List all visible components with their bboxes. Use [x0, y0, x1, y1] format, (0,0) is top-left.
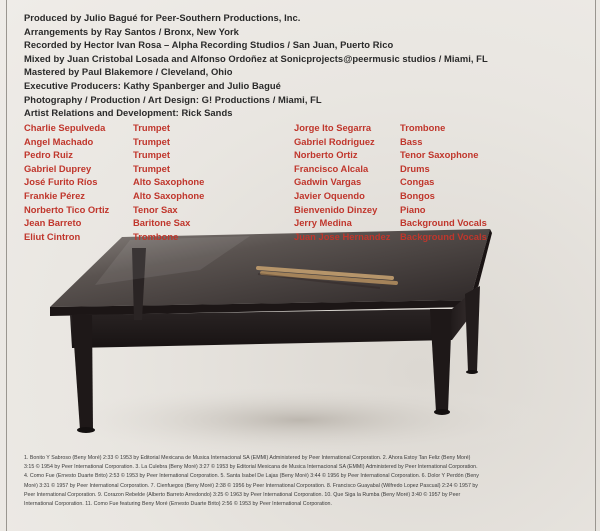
musician-row [294, 148, 487, 162]
musician-row [24, 189, 204, 203]
musician-instrument: Trombone [400, 122, 446, 133]
musician-name: Francisco Alcala [294, 162, 369, 174]
musician-row [294, 175, 487, 189]
musician-name: Jean Barreto [24, 217, 82, 229]
musician-instrument: Congas [400, 176, 435, 188]
musician-name: Javier Oquendo [294, 189, 365, 201]
musician-row [24, 162, 204, 176]
musician-instrument: Alto Saxophone [133, 176, 205, 188]
musician-row [294, 189, 487, 203]
musician-instrument: Trumpet [133, 122, 170, 133]
musician-name: Bienvenido Dinzey [294, 203, 378, 215]
musician-name: Norberto Ortiz [294, 149, 358, 161]
musician-instrument: Tenor Saxophone [400, 149, 479, 161]
musician-row [294, 162, 487, 176]
musician-instrument: Trumpet [133, 149, 170, 161]
musician-instrument: Bass [400, 135, 423, 147]
musician-name: Norberto Tico Ortiz [24, 203, 110, 215]
musician-row [294, 216, 487, 230]
credit-mixed: Mixed by Juan Cristobal Losada and Alfonso Ordoñez at Sonicprojects@peermusic studios / Miami, FL [24, 52, 488, 64]
musicians-right-column [294, 121, 487, 243]
scan-edge-left [6, 0, 7, 531]
musician-instrument: Trombone [133, 230, 179, 242]
credit-executive-producers: Executive Producers: Kathy Spanberger and Julio Bagué [24, 79, 281, 91]
musician-instrument: Drums [400, 162, 430, 174]
musician-instrument: Baritone Sax [133, 217, 191, 229]
musician-name: Gadwin Vargas [294, 176, 362, 188]
musician-name: Juan Jose Hernandez [294, 230, 391, 242]
musician-name: Frankie Pérez [24, 189, 85, 201]
track-line: 1. Bonito Y Sabroso (Beny Moré) 2:33 © 1953 by Editorial Mexicana de Musica Internacional SA (EMMI) Administered by Peer International Corporation. 2. Ahora Estoy Tan Feliz (Beny Moré) [24, 455, 471, 461]
musician-name: Jorge Ito Segarra [294, 122, 372, 133]
track-line: International Corporation. 11. Como Fue featuring Beny Moré (Ernesto Duarte Brito) 2:56 © 1953 by Peer International Corporation. [24, 501, 332, 508]
credit-arrangements: Arrangements by Ray Santos / Bronx, New York [24, 25, 239, 37]
musician-instrument: Trumpet [133, 135, 170, 147]
track-line: 4. Como Fue (Ernesto Duarte Brito) 2:53 © 1953 by Peer International Corporation. 5. Santa Isabel De Lajas (Beny Moré) 3:44 © 1956 by Peer International Corporation. 6. Dolor Y Perdón (Beny [24, 473, 479, 480]
track-listing [24, 454, 584, 509]
musician-instrument: Alto Saxophone [133, 189, 205, 201]
credit-recorded: Recorded by Hector Ivan Rosa – Alpha Recording Studios / San Juan, Puerto Rico [24, 39, 394, 51]
musician-name: Charlie Sepulveda [24, 122, 106, 133]
musician-instrument: Trumpet [133, 162, 170, 174]
musician-row [294, 230, 487, 244]
musician-instrument: Tenor Sax [133, 203, 178, 215]
musician-row [294, 203, 487, 217]
musician-name: José Furito Ríos [24, 176, 98, 188]
credit-mastered: Mastered by Paul Blakemore / Cleveland, Ohio [24, 66, 233, 78]
credit-producer: Produced by Julio Bagué for Peer-Southern Productions, Inc. [24, 12, 301, 23]
scan-edge-right [595, 0, 596, 531]
musician-instrument: Piano [400, 203, 426, 215]
track-line: Peer International Corporation. 9. Corazon Rebelde (Alberto Barreto Arredondo) 3:25 © 1963 by Peer International Corporation. 10. Que Siga la Rumba (Beny Moré) 3:40 © 1957 by Peer [24, 491, 461, 498]
musician-name: Jerry Medina [294, 217, 352, 229]
musician-row [24, 230, 204, 244]
musician-instrument: Background Vocals [400, 230, 487, 242]
musician-row [24, 203, 204, 217]
musician-name: Gabriel Duprey [24, 162, 92, 174]
musician-row [24, 216, 204, 230]
musician-instrument: Background Vocals [400, 217, 487, 229]
track-line: Moré) 3:31 © 1957 by Peer International Corporation. 7. Cienfuegos (Beny Moré) 2:38 © 1956 by Peer International Corporation. 8. Francisco Guayabal (Wilfredo Lopez Pascual) 2:24 © 1957 by [24, 482, 478, 489]
musician-row [294, 121, 487, 135]
musician-name: Gabriel Rodriguez [294, 135, 375, 147]
musician-row [24, 121, 204, 135]
musician-name: Eliut Cintron [24, 230, 81, 242]
musician-row [24, 135, 204, 149]
musician-row [24, 175, 204, 189]
musicians-left-column [24, 121, 204, 243]
musician-name: Angel Machado [24, 135, 94, 147]
track-line: 3:15 © 1954 by Peer International Corporation. 3. La Culebra (Beny Moré) 3:27 © 1953 by Editorial Mexicana de Musica Internacional SA (EMMI) Administered by Peer International Corporation. [24, 464, 478, 471]
musician-row [24, 148, 204, 162]
musician-name: Pedro Ruiz [24, 149, 73, 161]
production-credits [24, 11, 584, 120]
musician-row [294, 135, 487, 149]
musician-instrument: Bongos [400, 189, 435, 201]
credit-photography: Photography / Production / Art Design: G! Productions / Miami, FL [24, 93, 322, 105]
credit-artist-relations: Artist Relations and Development: Rick Sands [24, 107, 233, 119]
